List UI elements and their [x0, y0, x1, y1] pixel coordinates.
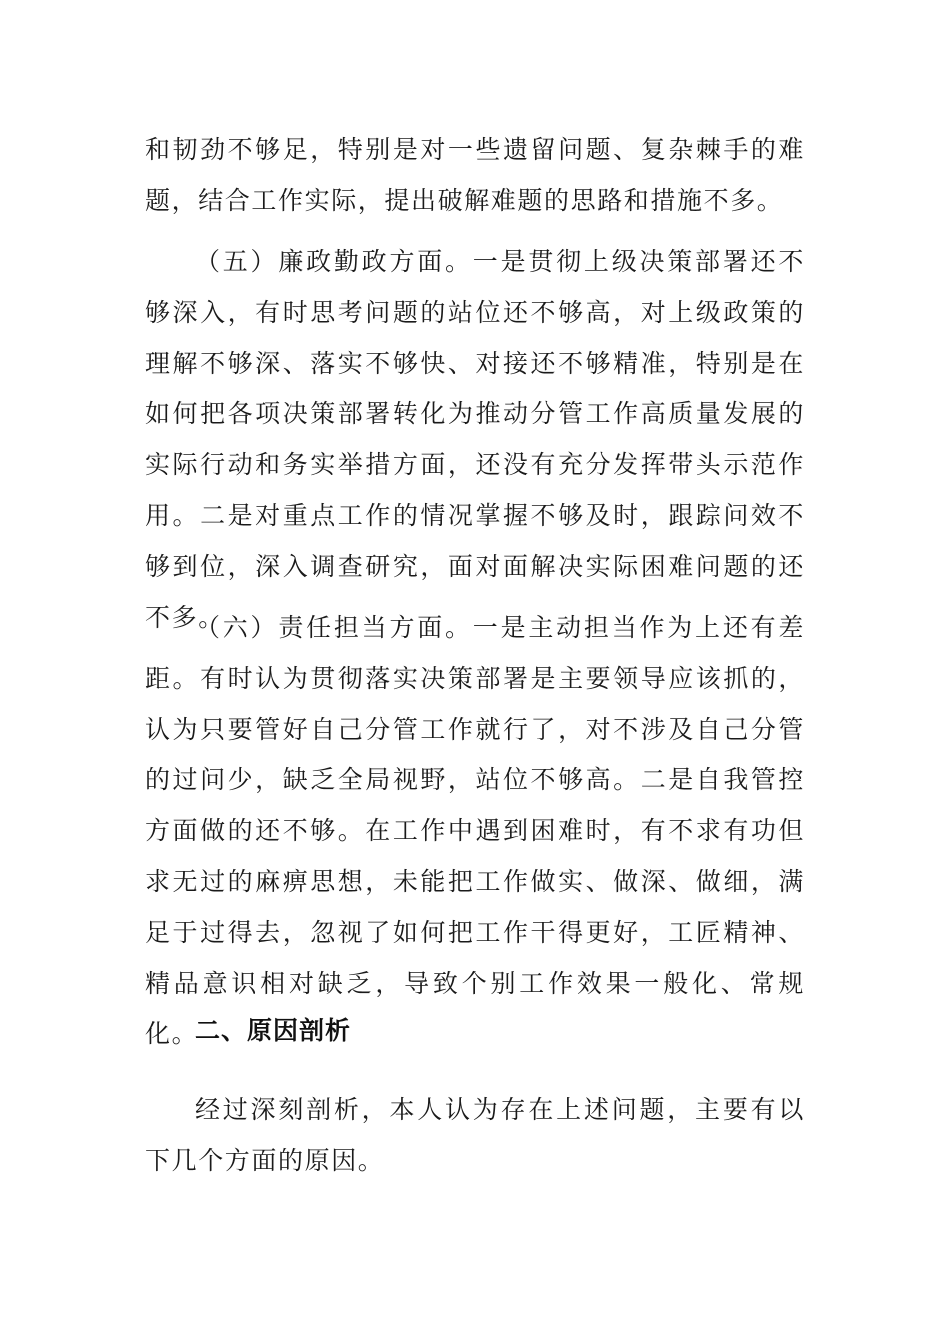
paragraph-integrity-diligence: [145, 237, 805, 643]
paragraph-text: 经过深刻剖析，本人认为存在上述问题，主要有以下几个方面的原因。: [145, 1095, 805, 1175]
paragraph-responsibility: [145, 603, 805, 1060]
paragraph-text: （六）责任担当方面。一是主动担当作为上还有差距。有时认为贯彻落实决策部署是主要领导应该抓的，认为只要管好自己分管工作就行了，对不涉及自己分管的过问少，缺乏全局视野，站位不够高。二是自我管控方面做的还不够。在工作中遇到困难时，有不求有功但求无过的麻痹思想，未能把工作做实、做深、做细，满足于过得去，忽视了如何把工作干得更好，工匠精神、精品意识相对缺乏，导致个别工作效果一般化、常规化。: [145, 613, 805, 1049]
paragraph-continuation: [145, 125, 805, 227]
paragraph-cause-intro: [145, 1085, 805, 1187]
paragraph-text: 和韧劲不够足，特别是对一些遗留问题、复杂棘手的难题，结合工作实际，提出破解难题的思路和措施不多。: [145, 135, 805, 215]
section-heading: 二、原因剖析: [195, 1016, 352, 1045]
paragraph-text: （五）廉政勤政方面。一是贯彻上级决策部署还不够深入，有时思考问题的站位还不够高，对上级政策的理解不够深、落实不够快、对接还不够精准，特别是在如何把各项决策部署转化为推动分管工作高质量发展的实际行动和务实举措方面，还没有充分发挥带头示范作用。二是对重点工作的情况掌握不够及时，跟踪问效不够到位，深入调查研究，面对面解决实际困难问题的还不多。: [145, 247, 805, 632]
